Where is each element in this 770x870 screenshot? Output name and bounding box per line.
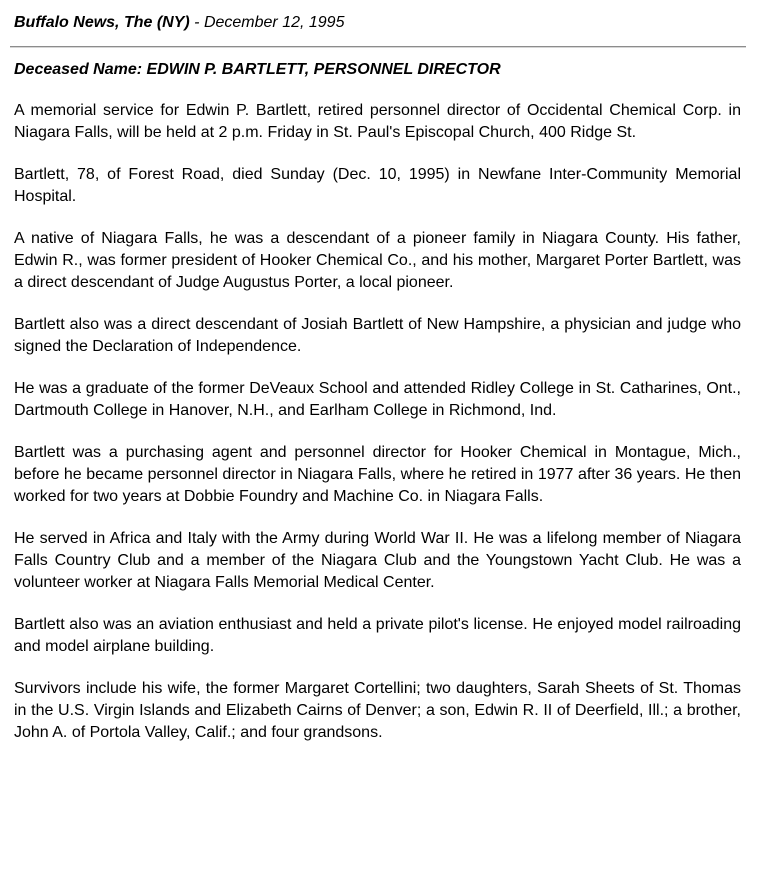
- paragraph: He served in Africa and Italy with the Army during World War II. He was a lifelong member of Niagara Falls Country Club and a member of the Niagara Club and the Youngstown Yacht Club. He was a volunteer worker at Niagara Falls Memorial Medical Center.: [14, 529, 741, 592]
- paragraph: Survivors include his wife, the former Margaret Cortellini; two daughters, Sarah Sheets of St. Thomas in the U.S. Virgin Islands and Elizabeth Cairns of Denver; a son, Edwin R. II of Deerfield, Ill.; a brother, John A. of Portola Valley, Calif.; and four grandsons.: [14, 679, 741, 742]
- obituary-body: [14, 100, 741, 764]
- publication-date: December 12, 1995: [203, 14, 345, 31]
- paragraph: He was a graduate of the former DeVeaux School and attended Ridley College in St. Catharines, Ont., Dartmouth College in Hanover, N.H., and Earlham College in Richmond, Ind.: [14, 379, 741, 420]
- paragraph: A memorial service for Edwin P. Bartlett, retired personnel director of Occidental Chemical Corp. in Niagara Falls, will be held at 2 p.m. Friday in St. Paul's Episcopal Church, 400 Ridge St.: [14, 102, 741, 142]
- paragraph: Bartlett also was an aviation enthusiast and held a private pilot's license. He enjoyed model railroading and model airplane building.: [14, 615, 741, 656]
- paragraph: A native of Niagara Falls, he was a descendant of a pioneer family in Niagara County. His father, Edwin R., was former president of Hooker Chemical Co., and his mother, Margaret Porter Bartlett, was a direct descendant of Judge Augustus Porter, a local pioneer.: [14, 229, 741, 292]
- publication-name: Buffalo News, The (NY): [14, 14, 190, 31]
- header-separator: -: [189, 14, 204, 31]
- deceased-name: EDWIN P. BARTLETT, PERSONNEL DIRECTOR: [146, 61, 501, 78]
- paragraph: Bartlett also was a direct descendant of Josiah Bartlett of New Hampshire, a physician and judge who signed the Declaration of Independence.: [14, 315, 741, 356]
- header-divider: [10, 46, 746, 48]
- paragraph: Bartlett, 78, of Forest Road, died Sunday (Dec. 10, 1995) in Newfane Inter-Community Memorial Hospital.: [14, 165, 741, 206]
- paragraph: Bartlett was a purchasing agent and personnel director for Hooker Chemical in Montague, Mich., before he became personnel director in Niagara Falls, where he retired in 1977 after 36 years. He then worked for two years at Dobbie Foundry and Machine Co. in Niagara Falls.: [14, 443, 741, 506]
- deceased-label: Deceased Name:: [14, 61, 143, 78]
- article-header: [14, 14, 344, 32]
- deceased-heading: [14, 61, 501, 79]
